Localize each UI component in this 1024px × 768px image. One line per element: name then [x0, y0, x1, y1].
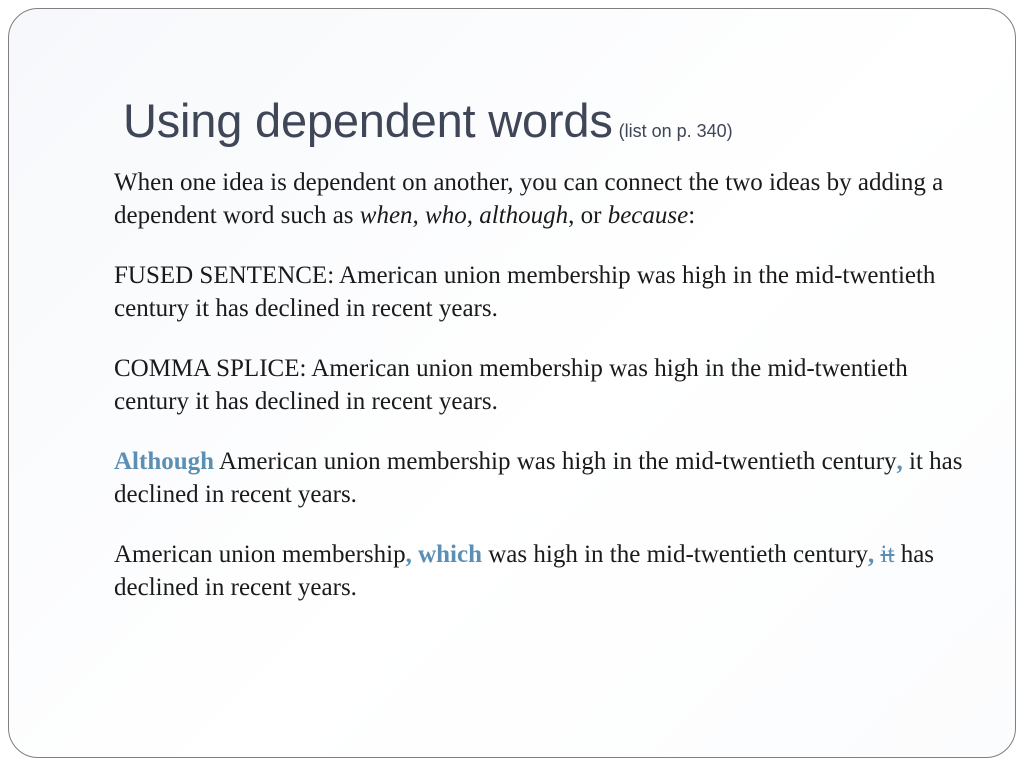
although-clause-2: it has declined in recent years. — [114, 448, 963, 508]
dependent-word-although: Although — [114, 448, 215, 475]
comma-splice-paragraph — [114, 352, 974, 418]
intro-paragraph — [114, 166, 974, 232]
struck-word-it: it — [880, 541, 895, 568]
title-note: (list on p. 340) — [618, 121, 733, 141]
which-inserted-comma: , — [868, 541, 875, 568]
title-main: Using dependent words — [123, 94, 613, 147]
fused-text: American union membership was high in the mid-twentieth century it has declined in recent years. — [114, 262, 936, 322]
fused-sentence-paragraph — [114, 259, 974, 325]
which-middle: was high in the mid-twentieth century — [482, 541, 869, 568]
although-clause-1: American union membership was high in the mid-twentieth century — [214, 448, 897, 475]
although-example-paragraph — [114, 445, 974, 511]
intro-text: When one idea is dependent on another, you can connect the two ideas by adding a dependent word such as — [114, 169, 944, 229]
inserted-which: , which — [405, 541, 482, 568]
intro-last-example: because — [607, 202, 689, 229]
which-start: American union membership — [114, 541, 406, 568]
splice-label: COMMA SPLICE: — [114, 355, 307, 382]
slide-body — [114, 166, 974, 604]
which-end: has declined in recent years. — [114, 541, 935, 601]
intro-or: , or — [568, 202, 608, 229]
fused-label: FUSED SENTENCE: — [114, 262, 335, 289]
slide-title — [123, 93, 733, 148]
intro-colon: : — [688, 202, 696, 229]
which-example-paragraph — [114, 538, 974, 604]
inserted-comma: , — [896, 448, 903, 475]
intro-examples: when, who, although — [359, 202, 569, 229]
splice-text: American union membership was high in the mid-twentieth century it has declined in recent years. — [114, 355, 908, 415]
